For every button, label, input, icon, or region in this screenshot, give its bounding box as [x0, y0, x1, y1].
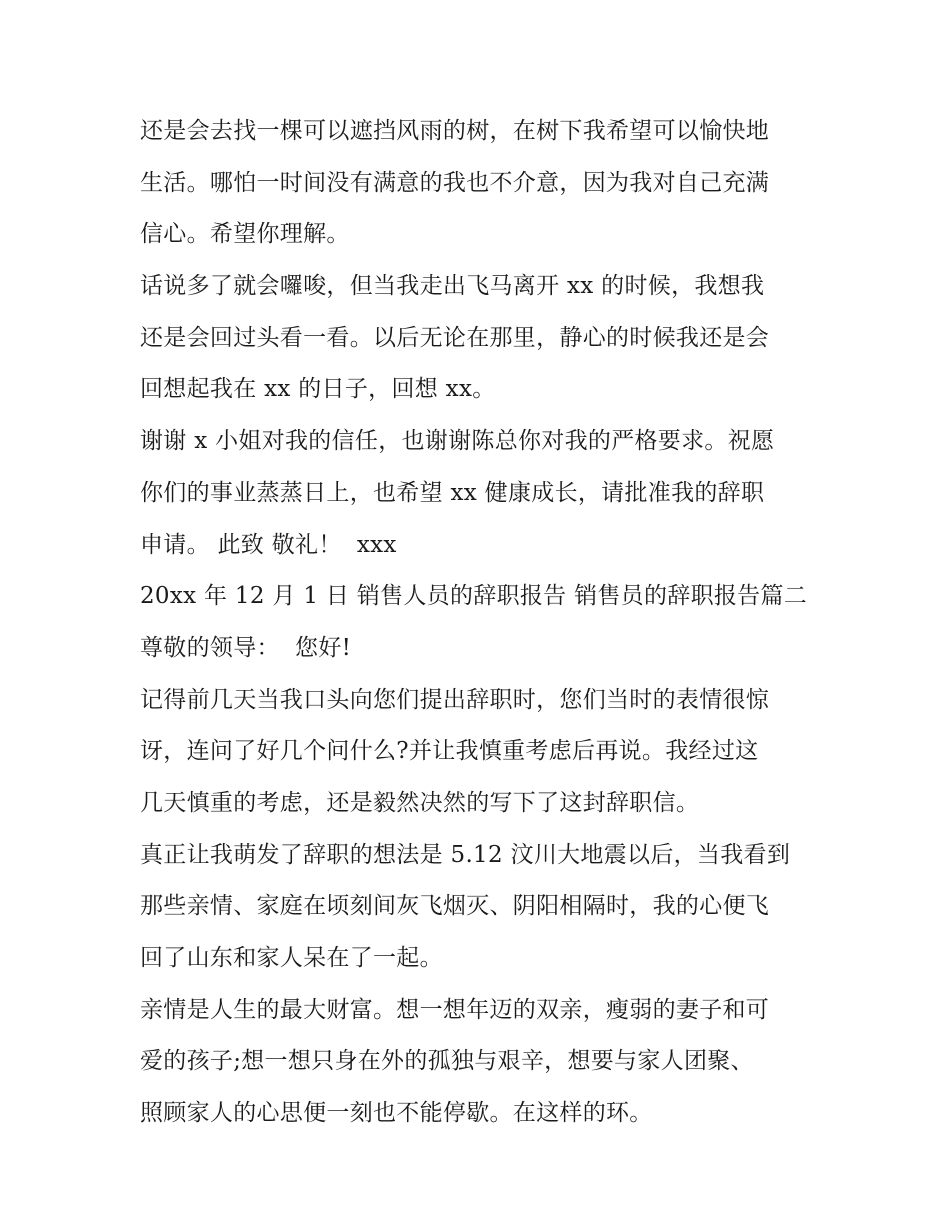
text-line: 照顾家人的心思便一刻也不能停歇。在这样的环。 — [140, 1100, 653, 1127]
paragraph-2 — [140, 264, 820, 419]
text-line: 信心。希望你理解。 — [140, 221, 350, 248]
document-body — [140, 109, 820, 1143]
paragraph-3 — [140, 419, 820, 574]
text-line: 还是会去找一棵可以遮挡风雨的树，在树下我希望可以愉快地 — [140, 118, 770, 144]
paragraph-6 — [140, 678, 820, 833]
text-line: 几天慎重的考虑，还是毅然决然的写下了这封辞职信。 — [140, 789, 700, 816]
text-line: 谢谢 x 小姐对我的信任，也谢谢陈总你对我的严格要求。祝愿 — [140, 428, 775, 455]
text-line: 申请。 此致 敬礼！ xxx — [140, 531, 397, 558]
text-line: 真正让我萌发了辞职的想法是 5.12 汶川大地震以后，当我看到 — [140, 841, 791, 868]
paragraph-4-date-title — [140, 574, 820, 626]
text-line: 话说多了就会囉唆，但当我走出飞马离开 xx 的时候，我想我 — [140, 273, 765, 300]
text-line: 讶，连问了好几个问什么?并让我慎重考虑后再说。我经过这 — [140, 738, 759, 765]
text-line: 尊敬的领导： 您好! — [140, 634, 352, 661]
paragraph-7 — [140, 833, 820, 988]
text-line: 那些亲情、家庭在顷刻间灰飞烟灭、阴阳相隔时，我的心便飞 — [140, 893, 770, 920]
text-line: 回想起我在 xx 的日子，回想 xx。 — [140, 376, 496, 403]
text-line: 生活。哪怕一时间没有满意的我也不介意，因为我对自己充满 — [140, 169, 770, 196]
paragraph-8 — [140, 988, 820, 1143]
text-line: 还是会回过头看一看。以后无论在那里，静心的时候我还是会 — [140, 324, 770, 351]
text-line: 20xx 年 12 月 1 日 销售人员的辞职报告 销售员的辞职报告篇二 — [140, 583, 808, 610]
text-line: 记得前几天当我口头向您们提出辞职时，您们当时的表情很惊 — [140, 686, 770, 713]
text-line: 爱的孩子;想一想只身在外的孤独与艰辛，想要与家人团聚、 — [140, 1048, 754, 1075]
text-line: 亲情是人生的最大财富。想一想年迈的双亲，瘦弱的妻子和可 — [140, 996, 770, 1023]
paragraph-5-salutation — [140, 626, 820, 678]
text-line: 回了山东和家人呆在了一起。 — [140, 945, 443, 971]
text-line: 你们的事业蒸蒸日上，也希望 xx 健康成长，请批准我的辞职 — [140, 479, 765, 506]
paragraph-1 — [140, 109, 820, 264]
